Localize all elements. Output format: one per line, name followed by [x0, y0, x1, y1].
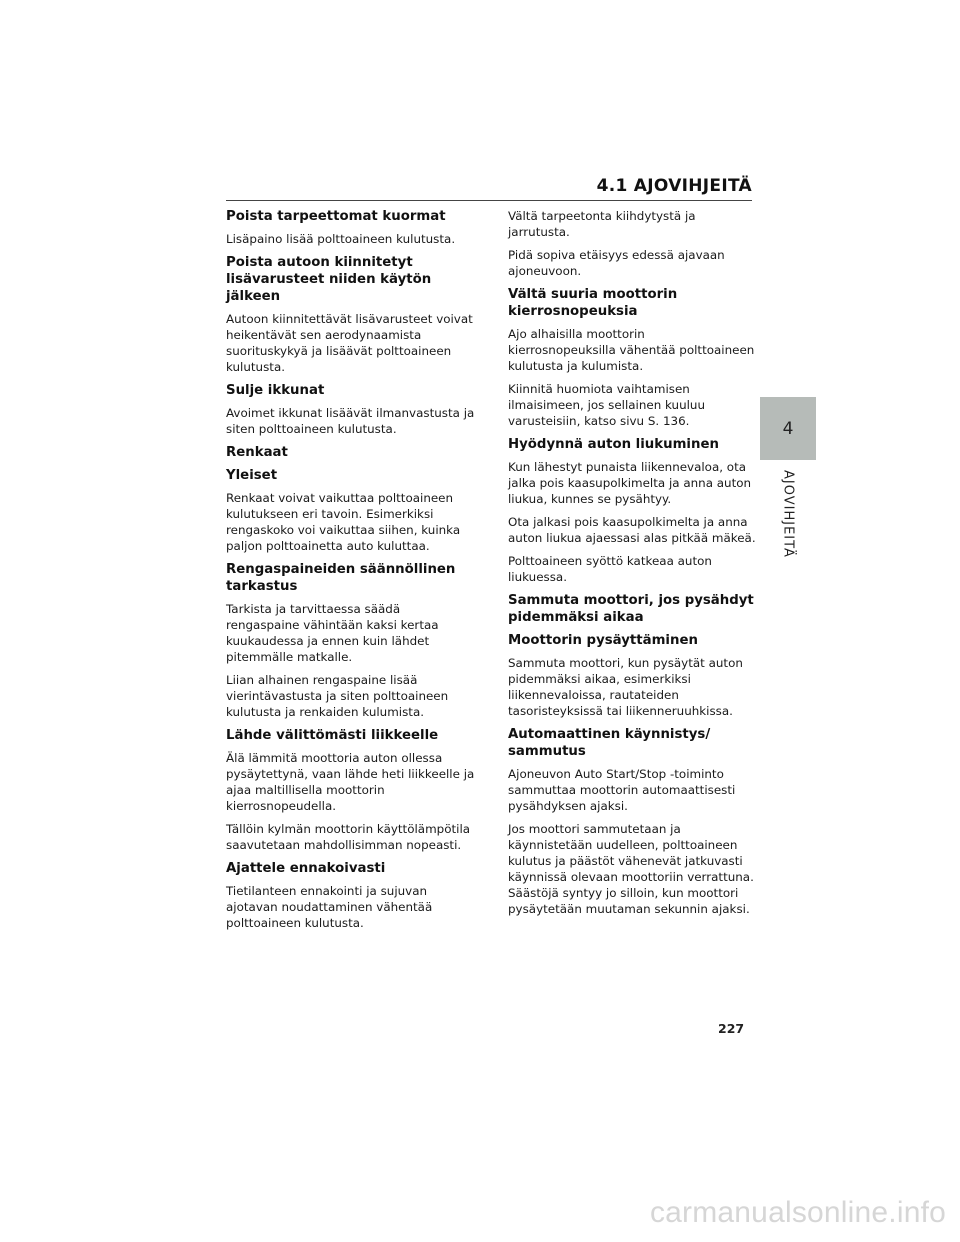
section-heading: Rengaspaineiden säännöllinen tarkastus — [226, 562, 456, 594]
body-paragraph: Ajoneuvon Auto Start/Stop -toiminto sammuttaa moottorin automaattisesti pysähdyksen ajaksi. — [508, 767, 736, 813]
body-paragraph: Lisäpaino lisää polttoaineen kulutusta. — [226, 232, 456, 246]
body-paragraph: Autoon kiinnitettävät lisävarusteet voivat heikentävät sen aerodynaamista suorituskykyä ja lisäävät polttoaineen kulutusta. — [226, 312, 473, 374]
watermark: carmanualsonline.info — [649, 1196, 946, 1229]
section-heading: Sulje ikkunat — [226, 383, 325, 398]
section-heading: Yleiset — [226, 468, 278, 483]
body-paragraph: Vältä tarpeetonta kiihdytystä ja jarrutusta. — [508, 209, 696, 239]
page-number: 227 — [718, 1021, 745, 1036]
body-paragraph: Älä lämmitä moottoria auton ollessa pysäytettynä, vaan lähde heti liikkeelle ja ajaa maltillisella moottorin kierrosnopeudella. — [226, 751, 475, 813]
left-column — [226, 208, 476, 938]
chapter-label-text: AJOVIHJEITÄ — [780, 470, 796, 558]
section-heading: Renkaat — [226, 445, 288, 460]
body-paragraph: Jos moottori sammutetaan ja käynnistetään uudelleen, polttoaineen kulutus ja päästöt vähenevät jatkuvasti käynnissä olevaan moottoriin verrattuna. Säästöjä syntyy jo silloin, kun moottori pysäytetään muutaman sekunnin ajaksi. — [508, 822, 754, 916]
chapter-tab — [760, 397, 816, 460]
chapter-side-label — [760, 470, 816, 558]
section-heading: Automaattinen käynnistys/ sammutus — [508, 727, 711, 759]
section-heading: Vältä suuria moottorin kierrosnopeuksia — [508, 287, 678, 319]
section-heading: Poista tarpeettomat kuormat — [226, 209, 446, 224]
body-paragraph: Tietilanteen ennakointi ja sujuvan ajotavan noudattaminen vähentää polttoaineen kulutusta. — [226, 884, 433, 930]
body-paragraph: Sammuta moottori, kun pysäytät auton pidemmäksi aikaa, esimerkiksi liikennevaloissa, rautateiden tasoristeyksissä tai liikenneruuhkissa. — [508, 656, 743, 718]
section-heading: Sammuta moottori, jos pysähdyt pidemmäksi aikaa — [508, 593, 754, 625]
chapter-number: 4 — [782, 418, 794, 439]
body-paragraph: Ajo alhaisilla moottorin kierrosnopeuksilla vähentää polttoaineen kulutusta ja kulumista. — [508, 327, 755, 373]
body-paragraph: Tarkista ja tarvittaessa säädä rengaspaine vähintään kaksi kertaa kuukaudessa ja ennen kuin lähdet pitemmälle matkalle. — [226, 602, 439, 664]
body-paragraph: Polttoaineen syöttö katkeaa auton liukuessa. — [508, 554, 712, 584]
body-paragraph: Renkaat voivat vaikuttaa polttoaineen kulutukseen eri tavoin. Esimerkiksi rengaskoko voi vaikuttaa siihen, kuinka paljon polttoainetta auto kuluttaa. — [226, 491, 461, 553]
body-paragraph: Tällöin kylmän moottorin käyttölämpötila saavutetaan mahdollisimman nopeasti. — [226, 822, 471, 852]
body-paragraph: Kun lähestyt punaista liikennevaloa, ota jalka pois kaasupolkimelta ja anna auton liukua, kunnes se pysähtyy. — [508, 460, 752, 506]
body-paragraph: Avoimet ikkunat lisäävät ilmanvastusta ja siten polttoaineen kulutusta. — [226, 406, 475, 436]
section-title: 4.1 AJOVIHJEITÄ — [596, 176, 752, 196]
body-paragraph: Pidä sopiva etäisyys edessä ajavaan ajoneuvoon. — [508, 248, 725, 278]
body-paragraph: Liian alhainen rengaspaine lisää vierintävastusta ja siten polttoaineen kulutusta ja renkaiden kulumista. — [226, 673, 449, 719]
section-heading: Hyödynnä auton liukuminen — [508, 437, 719, 452]
section-heading: Lähde välittömästi liikkeelle — [226, 728, 439, 743]
body-paragraph: Kiinnitä huomiota vaihtamisen ilmaisimeen, jos sellainen kuuluu varusteisiin, katso sivu S. 136. — [508, 382, 705, 428]
section-heading: Poista autoon kiinnitetyt lisävarusteet niiden käytön jälkeen — [226, 255, 432, 304]
header-divider — [226, 200, 752, 201]
section-heading: Ajattele ennakoivasti — [226, 861, 386, 876]
right-column — [508, 208, 756, 924]
section-heading: Moottorin pysäyttäminen — [508, 633, 698, 648]
body-paragraph: Ota jalkasi pois kaasupolkimelta ja anna auton liukua ajaessasi alas pitkää mäkeä. — [508, 515, 756, 545]
